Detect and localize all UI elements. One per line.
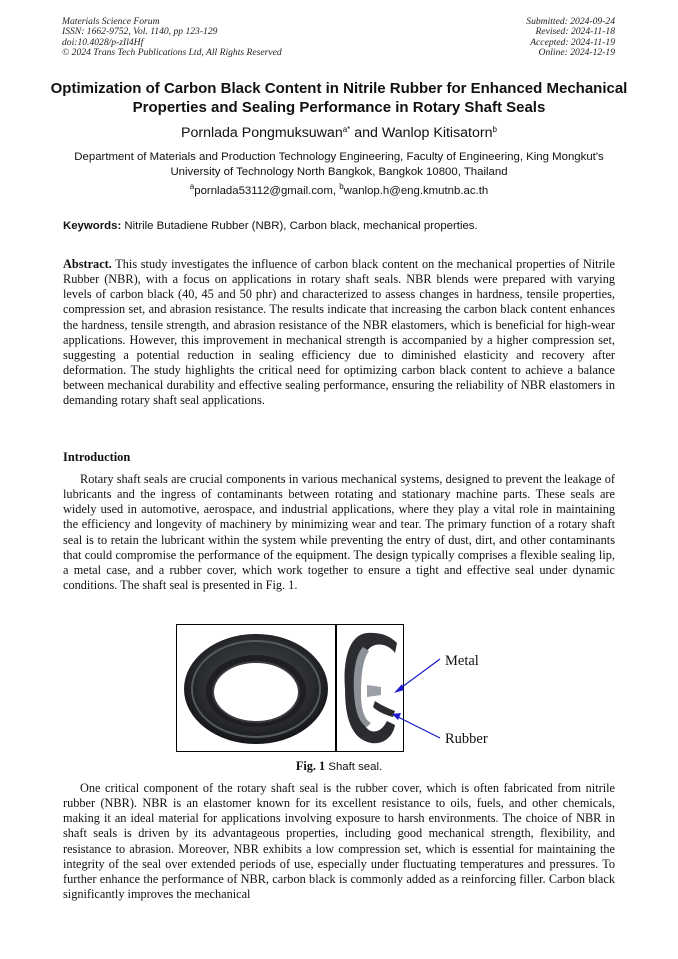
label-metal: Metal	[445, 653, 479, 669]
abstract-label: Abstract.	[63, 257, 112, 271]
copyright-line: © 2024 Trans Tech Publications Ltd, All Rights Reserved	[62, 47, 282, 59]
paper-title: Optimization of Carbon Black Content in Nitrile Rubber for Enhanced Mechanical Properties and Sealing Performance in Rotary Shaft Seals	[50, 80, 628, 116]
email-link[interactable]: pornlada53112@gmail.com,	[194, 185, 340, 197]
keywords-label: Keywords:	[63, 220, 122, 232]
metal-insert-lower	[367, 685, 381, 697]
issn-line: ISSN: 1662-9752, Vol. 1140, pp 123-129	[62, 26, 218, 38]
keywords	[63, 219, 615, 233]
figure-shaft-seal	[176, 624, 404, 752]
submitted-date: Submitted: 2024-09-24	[526, 16, 615, 27]
body-paragraph: One critical component of the rotary shaft seal is the rubber cover, which is often fabricated from nitrile rubber (NBR). NBR is an elastomer known for its excellent resistance to oils, fuels, and other chemicals, making it an ideal material for applications involving exposure to harsh environments. The choice of NBR in shaft seals is driven by its advantageous properties, including good mechanical strength, flexibility, and resistance to abrasion. Moreover, NBR exhibits a low compression set, which is essential for maintaining the integrity of the seal over extended periods of use, especially under fluctuating temperatures and pressures. To further enhance the performance of NBR, carbon black is commonly added as a reinforcing filler. Carbon black significantly improves the mechanical	[63, 781, 615, 902]
accepted-date: Accepted: 2024-11-19	[530, 36, 615, 48]
author-line	[40, 124, 638, 142]
abstract	[63, 257, 615, 409]
author-name: Pornlada Pongmuksuwan	[181, 125, 343, 141]
email-superscript: a	[189, 182, 195, 191]
seal-photo	[177, 625, 335, 750]
author-emails	[60, 184, 618, 198]
rubber-lip	[373, 701, 395, 717]
journal-name: Materials Science Forum	[62, 16, 160, 27]
email-superscript: b	[339, 182, 344, 191]
journal-header-right	[526, 17, 615, 59]
author-conjunction: and	[350, 125, 382, 141]
caption-text: Shaft seal.	[325, 761, 383, 773]
intro-paragraph: Rotary shaft seals are crucial components in various mechanical systems, designed to prevent the leakage of lubricants and the ingress of contaminants between rotating and stationary machine parts. These seals are widely used in automotive, aerospace, and industrial applications, where they play a vital role in maintaining the efficiency and longevity of machinery by minimizing wear and tear. The primary function of a rotary shaft seal is to retain the lubricant within the system while preventing the entry of dust, dirt, and other contaminants that could compromise the performance of the equipment. The design typically comprises a flexible sealing lip, a metal case, and a rubber cover, which work together to ensure a tight and effective seal under dynamic conditions. The shaft seal is presented in Fig. 1.	[63, 472, 615, 593]
figure-caption	[63, 759, 615, 774]
affiliation: Department of Materials and Production Technology Engineering, Faculty of Engineering, King Mongkut's University of Technology North Bangkok, Bangkok 10800, Thailand	[74, 151, 604, 178]
author-name: Wanlop Kitisatorn	[381, 125, 493, 141]
metal-arrow-line	[398, 659, 440, 690]
doi-line: doi:10.4028/p-zIl4Hf	[62, 36, 144, 48]
author-superscript: b	[492, 125, 497, 134]
abstract-text: This study investigates the influence of carbon black content on the mechanical properties of Nitrile Rubber (NBR), with a focus on applications in rotary shaft seals. NBR blends were prepared with varying levels of carbon black (40, 45 and 50 phr) and characterized to assess changes in hardness, tensile properties, compression set, and abrasion resistance. The results indicate that increasing the carbon black content enhances the hardness, tensile strength, and abrasion resistance of the NBR elastomers, which is beneficial for high-wear applications. However, this improvement in mechanical strength is accompanied by a higher compression set, suggesting a potential reduction in sealing efficiency due to diminished elasticity and recovery after deformation. The study highlights the critical need for optimizing carbon black content to achieve a balance between mechanical durability and effective sealing performance, ensuring the reliability of NBR elastomers in demanding rotary shaft seal applications.	[63, 257, 615, 408]
label-rubber: Rubber	[445, 731, 488, 747]
section-heading: Introduction	[63, 450, 131, 464]
journal-header-left	[62, 17, 282, 59]
seal-cross-section	[337, 625, 403, 750]
email-link[interactable]: wanlop.h@eng.kmutnb.ac.th	[343, 185, 489, 197]
author-superscript: a*	[342, 125, 351, 134]
caption-label: Fig. 1	[295, 759, 326, 773]
revised-date: Revised: 2024-11-18	[535, 26, 615, 38]
online-date: Online: 2024-12-19	[538, 47, 615, 59]
keywords-text: Nitrile Butadiene Rubber (NBR), Carbon black, mechanical properties.	[121, 220, 478, 232]
